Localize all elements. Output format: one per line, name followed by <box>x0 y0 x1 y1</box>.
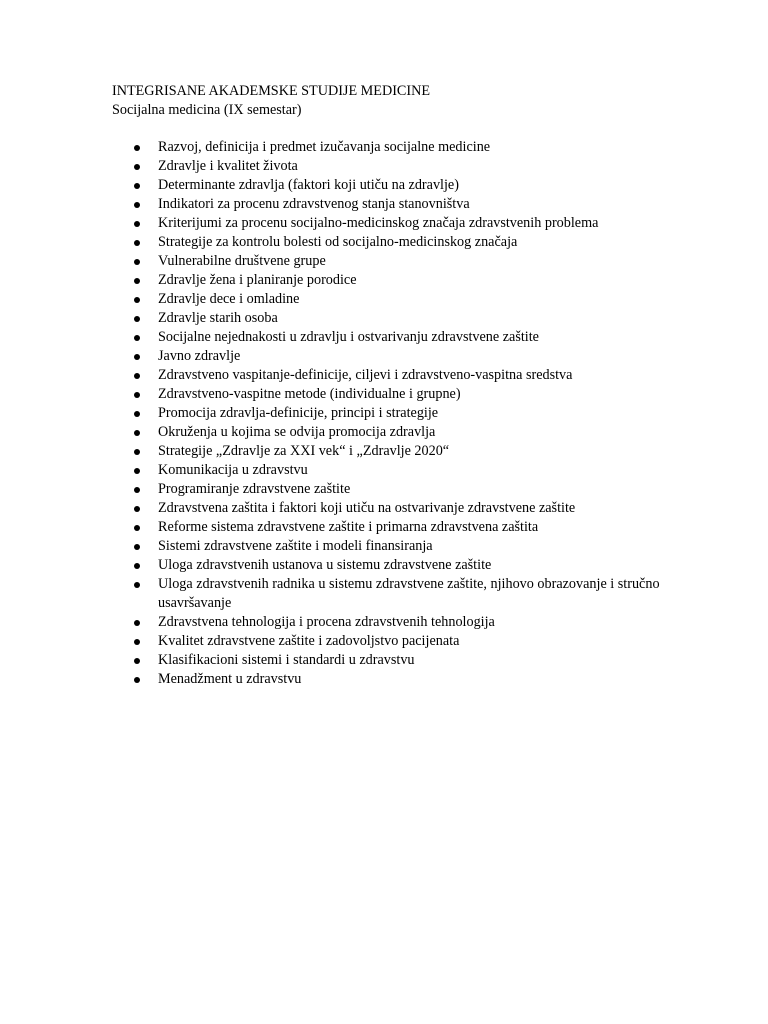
list-item <box>112 366 702 385</box>
bullet-icon <box>134 487 140 493</box>
list-item-text: Javno zdravlje <box>158 348 241 364</box>
bullet-icon <box>134 335 140 341</box>
list-item <box>112 290 702 309</box>
list-item-text: Vulnerabilne društvene grupe <box>158 253 326 269</box>
list-item <box>112 328 702 347</box>
bullet-icon <box>134 544 140 550</box>
bullet-icon <box>134 354 140 360</box>
list-item-text: Socijalne nejednakosti u zdravlju i ostvarivanju zdravstvene zaštite <box>158 329 539 345</box>
list-item-text: Zdravlje žena i planiranje porodice <box>158 272 357 288</box>
bullet-icon <box>134 373 140 379</box>
list-item <box>112 214 702 233</box>
list-item <box>112 195 702 214</box>
list-item-text: Uloga zdravstvenih radnika u sistemu zdravstvene zaštite, njihovo obrazovanje i stručno usavršavanje <box>158 576 660 611</box>
list-item <box>112 518 702 537</box>
list-item <box>112 176 702 195</box>
list-item <box>112 157 702 176</box>
list-item-text: Komunikacija u zdravstvu <box>158 462 308 478</box>
list-item-text: Kriterijumi za procenu socijalno-medicinskog značaja zdravstvenih problema <box>158 215 599 231</box>
bullet-icon <box>134 240 140 246</box>
list-item-text: Menadžment u zdravstvu <box>158 671 302 687</box>
list-item <box>112 347 702 366</box>
document-content <box>112 82 702 689</box>
list-item <box>112 252 702 271</box>
list-item-text: Strategije za kontrolu bolesti od socijalno-medicinskog značaja <box>158 234 518 250</box>
list-item <box>112 632 702 651</box>
bullet-icon <box>134 183 140 189</box>
bullet-icon <box>134 411 140 417</box>
bullet-icon <box>134 620 140 626</box>
list-item-text: Kvalitet zdravstvene zaštite i zadovoljstvo pacijenata <box>158 633 460 649</box>
list-item <box>112 442 702 461</box>
list-item-text: Zdravlje starih osoba <box>158 310 278 326</box>
bullet-icon <box>134 677 140 683</box>
list-item-text: Zdravlje dece i omladine <box>158 291 300 307</box>
bullet-icon <box>134 658 140 664</box>
list-item <box>112 537 702 556</box>
list-item-text: Zdravstvena tehnologija i procena zdravstvenih tehnologija <box>158 614 495 630</box>
list-item <box>112 670 702 689</box>
bullet-icon <box>134 449 140 455</box>
list-item-text: Strategije „Zdravlje za XXI vek“ i „Zdravlje 2020“ <box>158 443 450 459</box>
list-item <box>112 613 702 632</box>
bullet-icon <box>134 582 140 588</box>
list-item <box>112 480 702 499</box>
list-item-text: Zdravstveno-vaspitne metode (individualne i grupne) <box>158 386 461 402</box>
list-item-text: Zdravstveno vaspitanje-definicije, ciljevi i zdravstveno-vaspitna sredstva <box>158 367 573 383</box>
bullet-icon <box>134 297 140 303</box>
bullet-icon <box>134 259 140 265</box>
bullet-icon <box>134 468 140 474</box>
list-item <box>112 423 702 442</box>
list-item <box>112 233 702 252</box>
list-item <box>112 271 702 290</box>
list-item-text: Reforme sistema zdravstvene zaštite i primarna zdravstvena zaštita <box>158 519 539 535</box>
list-item <box>112 461 702 480</box>
list-item <box>112 556 702 575</box>
list-item-text: Sistemi zdravstvene zaštite i modeli finansiranja <box>158 538 433 554</box>
topic-list <box>112 138 702 689</box>
bullet-icon <box>134 145 140 151</box>
list-item-text: Okruženja u kojima se odvija promocija zdravlja <box>158 424 436 440</box>
list-item-text: Uloga zdravstvenih ustanova u sistemu zdravstvene zaštite <box>158 557 492 573</box>
list-item <box>112 404 702 423</box>
bullet-icon <box>134 164 140 170</box>
bullet-icon <box>134 525 140 531</box>
list-item-text: Promocija zdravlja-definicije, principi i strategije <box>158 405 439 421</box>
bullet-icon <box>134 202 140 208</box>
bullet-icon <box>134 221 140 227</box>
list-item-text: Indikatori za procenu zdravstvenog stanja stanovništva <box>158 196 470 212</box>
list-item-text: Klasifikacioni sistemi i standardi u zdravstvu <box>158 652 415 668</box>
bullet-icon <box>134 392 140 398</box>
list-item-text: Razvoj, definicija i predmet izučavanja socijalne medicine <box>158 139 491 155</box>
bullet-icon <box>134 430 140 436</box>
list-item <box>112 575 702 613</box>
bullet-icon <box>134 639 140 645</box>
list-item-text: Programiranje zdravstvene zaštite <box>158 481 351 497</box>
document-subtitle: Socijalna medicina (IX semestar) <box>112 102 302 118</box>
list-item <box>112 499 702 518</box>
bullet-icon <box>134 278 140 284</box>
bullet-icon <box>134 316 140 322</box>
list-item-text: Zdravlje i kvalitet života <box>158 158 298 174</box>
list-item-text: Zdravstvena zaštita i faktori koji utiču na ostvarivanje zdravstvene zaštite <box>158 500 576 516</box>
list-item-text: Determinante zdravlja (faktori koji utiču na zdravlje) <box>158 177 459 193</box>
list-item <box>112 651 702 670</box>
document-title: INTEGRISANE AKADEMSKE STUDIJE MEDICINE <box>112 83 431 99</box>
bullet-icon <box>134 506 140 512</box>
list-item <box>112 138 702 157</box>
list-item <box>112 309 702 328</box>
bullet-icon <box>134 563 140 569</box>
list-item <box>112 385 702 404</box>
